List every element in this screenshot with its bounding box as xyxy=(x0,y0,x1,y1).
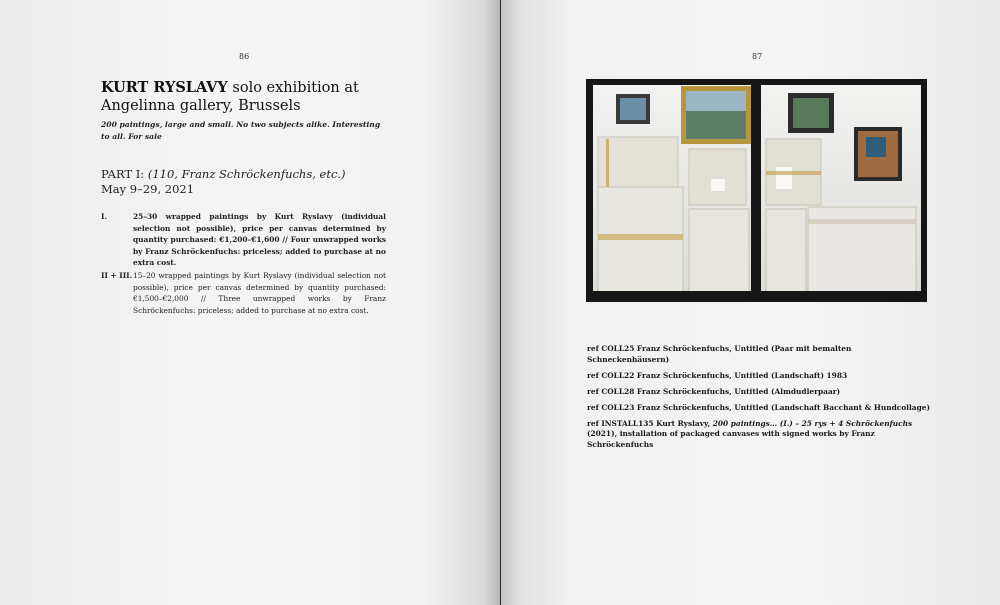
exhibition-photo xyxy=(586,79,927,302)
right-page xyxy=(501,0,1000,605)
part-dates: May 9–29, 2021 xyxy=(101,182,195,196)
ref-tail: (2021), installation of packaged canvases with signed works by Franz Schröckenfuchs xyxy=(587,429,875,449)
title-artist: KURT RYSLAVY xyxy=(101,79,228,96)
exhibition-subtitle: 200 paintings, large and small. No two subjects alike. Interesting to all. For sale xyxy=(101,120,381,141)
item-text: 25–30 wrapped paintings by Kurt Ryslavy (individual selection not possible), price per canvas determined by quantity purchased: €1,200–€1,600 // Four unwrapped works by Franz Schröckenfuchs: priceless; added to purchase at no extra cost. xyxy=(133,212,386,267)
references-list xyxy=(587,344,932,456)
part-italic: (110, Franz Schröckenfuchs, etc.) xyxy=(147,167,346,181)
photo-of-shop-window xyxy=(586,79,927,302)
reference-item-install xyxy=(587,419,932,451)
reference-item: ref COLL22 Franz Schröckenfuchs, Untitled (Landschaft) 1983 xyxy=(587,370,848,380)
item-number: II + III. xyxy=(101,271,133,280)
page-number: 87 xyxy=(752,52,763,61)
item-text: 15–20 wrapped paintings by Kurt Ryslavy (individual selection not possible), price per canvas determined by quantity purchased: €1,500–€2,000 // Three unwrapped works by Franz Schröckenfuchs: priceless; added to purchase at no extra cost. xyxy=(133,271,386,315)
title-rest: solo exhibition at xyxy=(227,80,359,96)
reference-item: ref COLL28 Franz Schröckenfuchs, Untitled (Almdudlerpaar) xyxy=(587,386,841,396)
exhibition-title xyxy=(101,79,359,115)
item-number: I. xyxy=(101,212,108,221)
reference-item: ref COLL25 Franz Schröckenfuchs, Untitled (Paar mit bemalten Schneckenhäusern) xyxy=(587,344,852,364)
title-line2: Angelinna gallery, Brussels xyxy=(101,98,301,114)
part-heading xyxy=(101,167,346,197)
reference-item: ref COLL23 Franz Schröckenfuchs, Untitled (Landschaft Bacchant & Hundcollage) xyxy=(587,402,930,412)
ref-italic: 200 paintings… (I.) – 25 rys + 4 Schröckenfuchs xyxy=(712,418,913,428)
page-number: 86 xyxy=(239,52,250,61)
ref-lead: ref INSTALL135 Kurt Ryslavy, xyxy=(587,418,713,428)
part-label: PART I: xyxy=(101,167,148,181)
